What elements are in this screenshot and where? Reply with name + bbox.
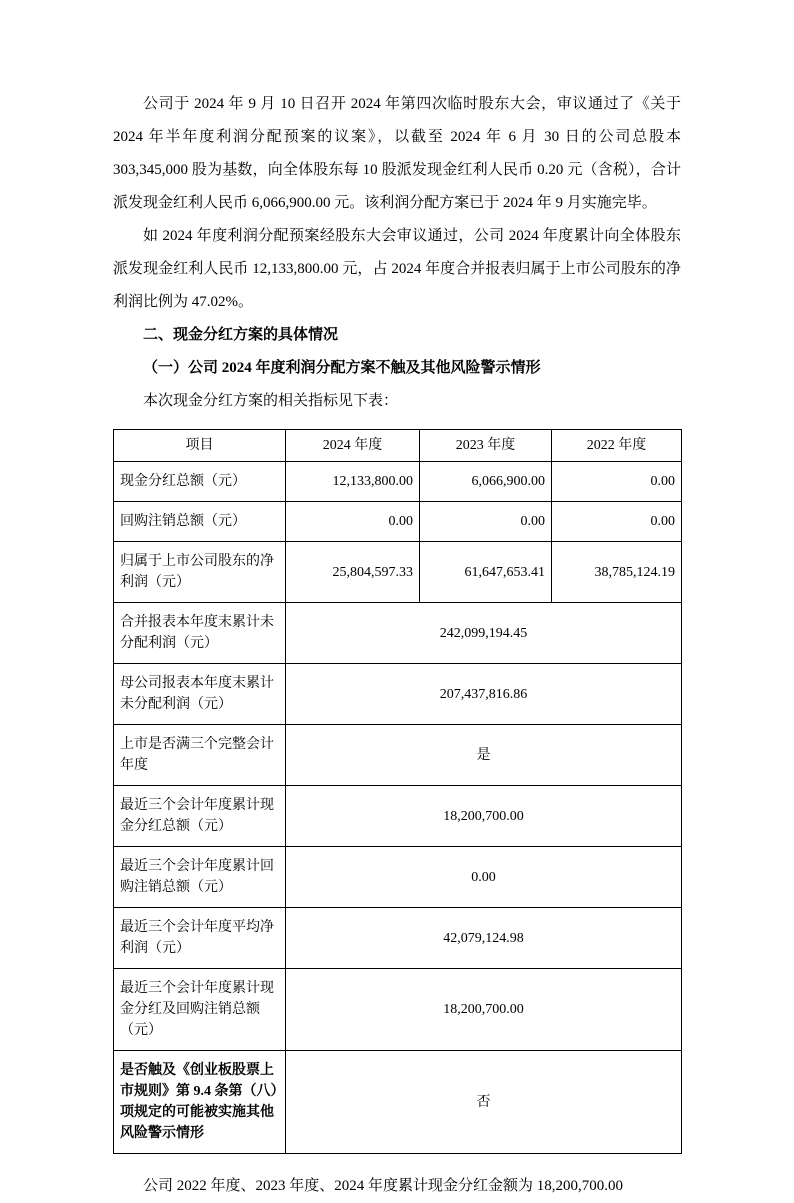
paragraph-closing: 公司 2022 年度、2023 年度、2024 年度累计现金分红金额为 18,200,700.00 xyxy=(143,1178,624,1194)
row-value-cell: 38,785,124.19 xyxy=(552,542,682,603)
paragraph-interim-dividend: 公司于 2024 年 9 月 10 日召开 2024 年第四次临时股东大会，审议通过了《关于 2024 年半年度利润分配预案的议案》，以截至 2024 年 6 月 30 日的公司总股本 303,345,000 股为基数，向全体股东每 10 股派发现金红利人民币 0.20 元（含税），合计派发现金红利人民币 6,066,900.00 元。该利润分配方案已于 2024 年 9 月实施完毕。 xyxy=(113,96,681,211)
table-row xyxy=(114,603,682,664)
table-row xyxy=(114,664,682,725)
table-row xyxy=(114,969,682,1051)
header-cell-item: 项目 xyxy=(114,430,286,462)
paragraph-annual-cumulative: 如 2024 年度利润分配预案经股东大会审议通过，公司 2024 年度累计向全体股东派发现金红利人民币 12,133,800.00 元，占 2024 年度合并报表归属于上市公司股东的净利润比例为 47.02%。 xyxy=(113,228,681,310)
table-row xyxy=(114,786,682,847)
dividend-indicators-table xyxy=(113,429,682,1154)
row-span-value-cell: 18,200,700.00 xyxy=(286,969,682,1051)
table-intro: 本次现金分红方案的相关指标见下表： xyxy=(143,393,399,409)
row-label-cell: 是否触及《创业板股票上市规则》第 9.4 条第（八）项规定的可能被实施其他风险警示情形 xyxy=(114,1051,286,1154)
table-row xyxy=(114,847,682,908)
subsection-heading: （一）公司 2024 年度利润分配方案不触及其他风险警示情形 xyxy=(143,360,541,376)
row-label-cell: 最近三个会计年度累计现金分红总额（元） xyxy=(114,786,286,847)
row-label-cell: 现金分红总额（元） xyxy=(114,462,286,502)
row-span-value-cell: 18,200,700.00 xyxy=(286,786,682,847)
row-label-cell: 上市是否满三个完整会计年度 xyxy=(114,725,286,786)
table-row xyxy=(114,725,682,786)
row-value-cell: 6,066,900.00 xyxy=(420,462,552,502)
row-value-cell: 25,804,597.33 xyxy=(286,542,420,603)
table-header-row xyxy=(114,430,682,462)
section-heading: 二、现金分红方案的具体情况 xyxy=(143,327,339,343)
table-row xyxy=(114,502,682,542)
row-value-cell: 12,133,800.00 xyxy=(286,462,420,502)
table-row xyxy=(114,542,682,603)
row-span-value-cell: 否 xyxy=(286,1051,682,1154)
header-cell-2024: 2024 年度 xyxy=(286,430,420,462)
row-value-cell: 0.00 xyxy=(286,502,420,542)
header-cell-2023: 2023 年度 xyxy=(420,430,552,462)
row-value-cell: 0.00 xyxy=(552,502,682,542)
row-label-cell: 归属于上市公司股东的净利润（元） xyxy=(114,542,286,603)
row-value-cell: 0.00 xyxy=(420,502,552,542)
row-span-value-cell: 是 xyxy=(286,725,682,786)
header-cell-2022: 2022 年度 xyxy=(552,430,682,462)
row-span-value-cell: 42,079,124.98 xyxy=(286,908,682,969)
row-label-cell: 回购注销总额（元） xyxy=(114,502,286,542)
table-row xyxy=(114,1051,682,1154)
row-label-cell: 合并报表本年度末累计未分配利润（元） xyxy=(114,603,286,664)
row-value-cell: 0.00 xyxy=(552,462,682,502)
row-span-value-cell: 207,437,816.86 xyxy=(286,664,682,725)
row-label-cell: 母公司报表本年度末累计未分配利润（元） xyxy=(114,664,286,725)
table-row xyxy=(114,462,682,502)
row-label-cell: 最近三个会计年度平均净利润（元） xyxy=(114,908,286,969)
row-label-cell: 最近三个会计年度累计回购注销总额（元） xyxy=(114,847,286,908)
row-span-value-cell: 242,099,194.45 xyxy=(286,603,682,664)
table-row xyxy=(114,908,682,969)
row-label-cell: 最近三个会计年度累计现金分红及回购注销总额（元） xyxy=(114,969,286,1051)
row-value-cell: 61,647,653.41 xyxy=(420,542,552,603)
row-span-value-cell: 0.00 xyxy=(286,847,682,908)
